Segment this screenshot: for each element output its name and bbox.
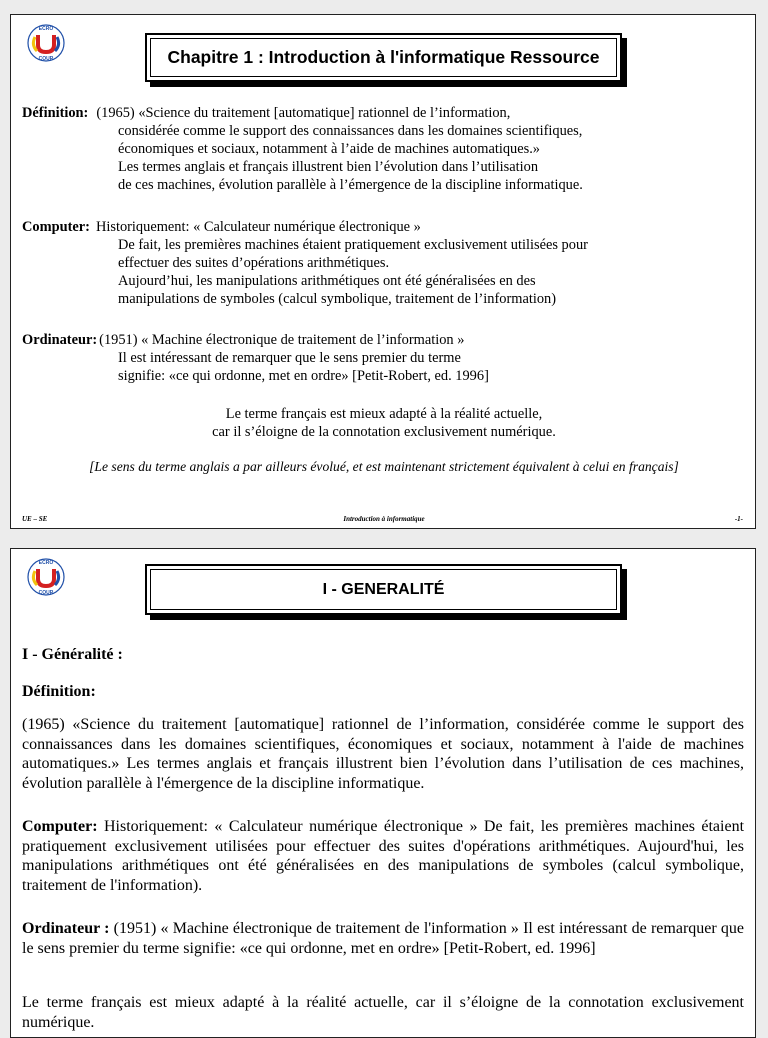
conclusion-paragraph: Le terme français est mieux adapté à la réalité actuelle, car il s’éloigne de la connotation exclusivement numérique. (212, 406, 556, 440)
definition-line: (1965) «Science du traitement [automatique] rationnel de l’information, (96, 105, 511, 121)
ordinateur-label: Ordinateur: (22, 332, 98, 348)
ordinateur-paragraph: Ordinateur : (1951) « Machine électronique de traitement de l'information » Il est intéressant de remarquer que le sens premier du terme signifie: «ce qui ordonne, met en ordre» [Petit-Robert, ed. 1996] (22, 920, 744, 957)
italic-note: [Le sens du terme anglais a par ailleurs évolué, et est maintenant strictement équivalent à celui en français] (89, 459, 679, 474)
computer-label: Computer: (22, 219, 90, 235)
definition-label: Définition: (22, 105, 89, 121)
definition-label: Définition: (22, 683, 96, 700)
conclusion-paragraph: Le terme français est mieux adapté à la réalité actuelle, car il s’éloigne de la connotation exclusivement numérique. (22, 994, 744, 1031)
slide-1 (10, 14, 756, 529)
computer-line: Aujourd’hui, les manipulations arithmétiques ont été généralisées en des (118, 273, 536, 289)
footer-page-number: -1- (734, 515, 743, 523)
definition-line: Les termes anglais et français illustrent bien l’évolution dans l’utilisation (118, 159, 539, 175)
footer-left: UE – SE (22, 515, 48, 523)
definition-paragraph: (1965) «Science du traitement [automatique] rationnel de l’information, considérée comme le support des connaissances dans les domaines scientifiques, économiques et sociaux, notamment à l'aide de machines automatiques.» Les termes anglais et français illustrent bien l’évolution dans l’utilisation de ces machines, évolution parallèle à l'émergence de la discipline informatique. (22, 716, 744, 792)
svg-text:COUR: COUR (38, 590, 54, 596)
slide-title: Chapitre 1 : Introduction à l'informatique Ressource (145, 33, 622, 82)
computer-line: De fait, les premières machines étaient pratiquement exclusivement utilisées pour (118, 237, 588, 253)
ordinateur-label: Ordinateur : (22, 920, 110, 937)
ordinateur-line: (1951) « Machine électronique de traitement de l’information » (99, 332, 465, 348)
definition-line: de ces machines, évolution parallèle à l’émergence de la discipline informatique. (118, 177, 583, 193)
computer-block (22, 218, 588, 308)
slide-2 (10, 548, 756, 1038)
ordinateur-line: signifie: «ce qui ordonne, met en ordre» [Petit-Robert, ed. 1996] (118, 368, 489, 384)
school-logo (21, 23, 71, 63)
computer-paragraph: Computer: Historiquement: « Calculateur numérique électronique » De fait, les premières machines étaient pratiquement exclusivement utilisées pour effectuer des suites d'opérations arithmétiques. Aujourd'hui, les manipulations arithmétiques ont été généralisées en des manipulations de symboles (calcul symbolique, traitement de l'information). (22, 818, 745, 894)
school-logo (21, 557, 71, 597)
definition-block (22, 104, 583, 194)
svg-text:COUR: COUR (38, 56, 54, 62)
computer-line: Historiquement: « Calculateur numérique électronique » (95, 219, 421, 235)
computer-line: effectuer des suites d’opérations arithmétiques. (118, 255, 390, 271)
slide-title: I - GENERALITÉ (145, 564, 622, 615)
svg-text:ECRO: ECRO (38, 560, 54, 566)
definition-line: économiques et sociaux, notamment à l’aide de machines automatiques.» (118, 141, 540, 157)
computer-line: manipulations de symboles (calcul symbolique, traitement de l’information) (118, 291, 557, 307)
section-heading: I - Généralité : (22, 646, 123, 663)
svg-text:ECRO: ECRO (38, 26, 54, 32)
ordinateur-line: Il est intéressant de remarquer que le sens premier du terme (118, 350, 461, 366)
footer-center: Introduction à informatique (343, 515, 425, 523)
ordinateur-block (22, 331, 489, 385)
definition-line: considérée comme le support des connaissances dans les domaines scientifiques, (118, 123, 583, 139)
computer-label: Computer: (22, 818, 98, 835)
